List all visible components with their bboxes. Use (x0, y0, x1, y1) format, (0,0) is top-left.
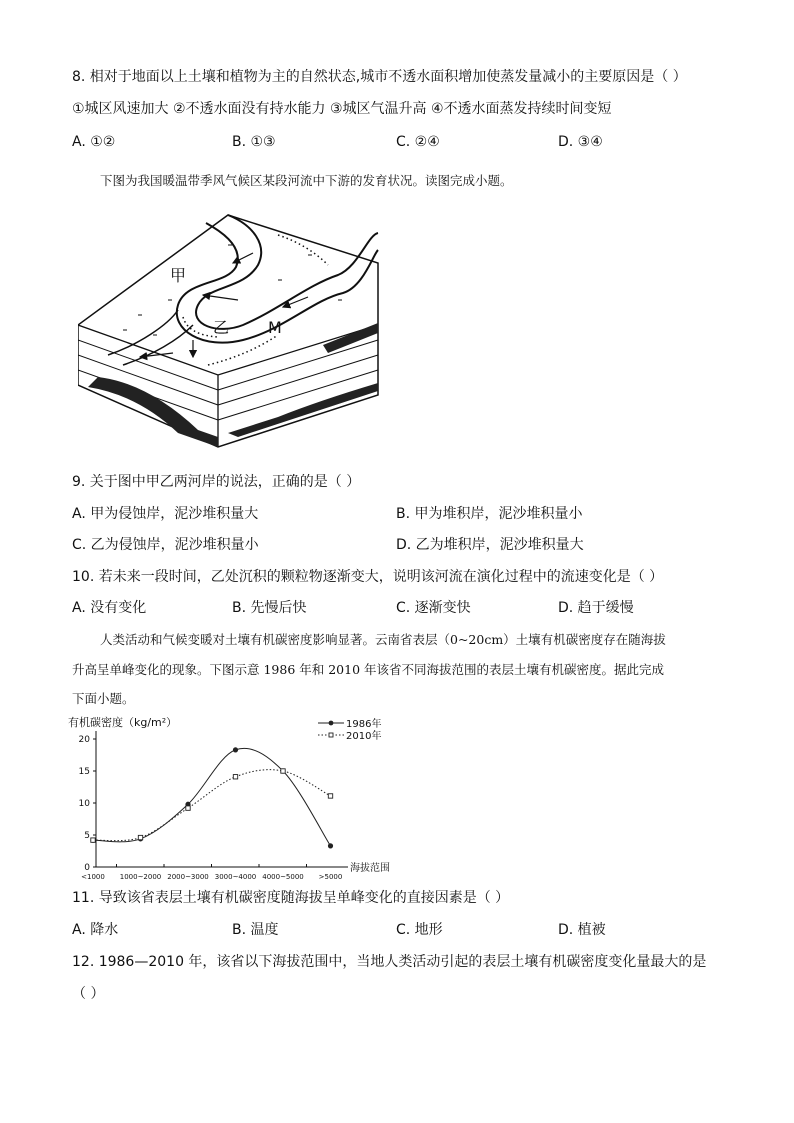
y-axis-label: 有机碳密度（kg/m²） (68, 716, 178, 729)
x-tick-label: >5000 (318, 873, 343, 881)
y-tick-label: 15 (78, 767, 90, 777)
q8-option-a[interactable]: A. ①② (72, 134, 116, 150)
q8-stem: 8. 相对于地面以上土壤和植物为主的自然状态,城市不透水面积增加使蒸发量减小的主要原因是（ ） (72, 69, 687, 85)
intro-river-text: 下图为我国暖温带季风气候区某段河流中下游的发育状况。读图完成小题。 (100, 173, 513, 188)
data-point-series-1 (233, 747, 238, 752)
y-tick-label: 20 (78, 735, 90, 745)
q10-option-a[interactable]: A. 没有变化 (72, 600, 147, 616)
data-point-series-2 (233, 775, 237, 779)
x-tick-label: 4000~5000 (262, 873, 304, 881)
label-m: M (268, 318, 282, 337)
label-jia: 甲 (170, 266, 187, 285)
q9-stem: 9. 关于图中甲乙两河岸的说法，正确的是（ ） (72, 474, 361, 490)
x-tick-label: 2000~3000 (167, 873, 209, 881)
q10-stem: 10. 若未来一段时间，乙处沉积的颗粒物逐渐变大，说明该河流在演化过程中的流速变化是（ ） (72, 569, 664, 585)
q11-option-a[interactable]: A. 降水 (72, 922, 119, 938)
data-point-series-2 (186, 806, 190, 810)
q8-statements: ①城区风速加大 ②不透水面没有持水能力 ③城区气温升高 ④不透水面蒸发持续时间变短 (72, 101, 612, 117)
legend-marker-2 (329, 733, 333, 737)
data-point-series-2 (328, 794, 332, 798)
q11-option-d[interactable]: D. 植被 (558, 922, 606, 938)
series-line-1 (93, 748, 331, 845)
intro-soil-line1: 人类活动和气候变暖对土壤有机碳密度影响显著。云南省表层（0~20cm）土壤有机碳密度存在随海拔 (100, 632, 666, 647)
series-line-2 (93, 770, 331, 841)
q11-stem: 11. 导致该省表层土壤有机碳密度随海拔呈单峰变化的直接因素是（ ） (72, 890, 510, 906)
q10-option-c[interactable]: C. 逐渐变快 (396, 600, 471, 616)
q10-option-b[interactable]: B. 先慢后快 (232, 600, 307, 616)
q8-option-c[interactable]: C. ②④ (396, 134, 440, 150)
q8-option-b[interactable]: B. ①③ (232, 134, 276, 150)
q11-option-b[interactable]: B. 温度 (232, 922, 279, 938)
river-block-diagram (78, 205, 388, 455)
q8-option-d[interactable]: D. ③④ (558, 134, 603, 150)
legend-label-2: 2010年 (346, 731, 382, 742)
data-point-series-2 (281, 769, 285, 773)
soil-carbon-chart (66, 712, 416, 882)
q9-option-c[interactable]: C. 乙为侵蚀岸，泥沙堆积量小 (72, 537, 259, 553)
data-point-series-2 (138, 835, 142, 839)
data-point-series-1 (328, 843, 333, 848)
q10-option-d[interactable]: D. 趋于缓慢 (558, 600, 634, 616)
x-axis-label: 海拔范围 (350, 863, 390, 874)
legend-label-1: 1986年 (346, 719, 382, 730)
intro-soil-line3: 下面小题。 (72, 691, 135, 706)
label-yi: 乙 (213, 318, 230, 337)
q11-option-c[interactable]: C. 地形 (396, 922, 443, 938)
data-point-series-2 (91, 838, 95, 842)
intro-soil-line2: 升高呈单峰变化的现象。下图示意 1986 年和 2010 年该省不同海拔范围的表层土壤有机碳密度。据此完成 (72, 662, 665, 677)
q12-stem-bracket: （ ） (72, 986, 105, 1002)
x-tick-label: <1000 (81, 873, 105, 881)
q12-stem: 12. 1986—2010 年，该省以下海拔范围中，当地人类活动引起的表层土壤有机碳密度变化量最大的是 (72, 954, 707, 970)
y-tick-label: 10 (78, 799, 90, 809)
y-tick-label: 5 (84, 831, 90, 841)
q9-option-d[interactable]: D. 乙为堆积岸，泥沙堆积量大 (396, 537, 584, 553)
legend-marker-1 (329, 721, 334, 726)
x-tick-label: 1000~2000 (119, 873, 162, 881)
y-tick-label: 0 (84, 863, 90, 873)
q9-option-a[interactable]: A. 甲为侵蚀岸，泥沙堆积量大 (72, 506, 259, 522)
x-tick-label: 3000~4000 (214, 873, 257, 881)
q9-option-b[interactable]: B. 甲为堆积岸，泥沙堆积量小 (396, 506, 583, 522)
